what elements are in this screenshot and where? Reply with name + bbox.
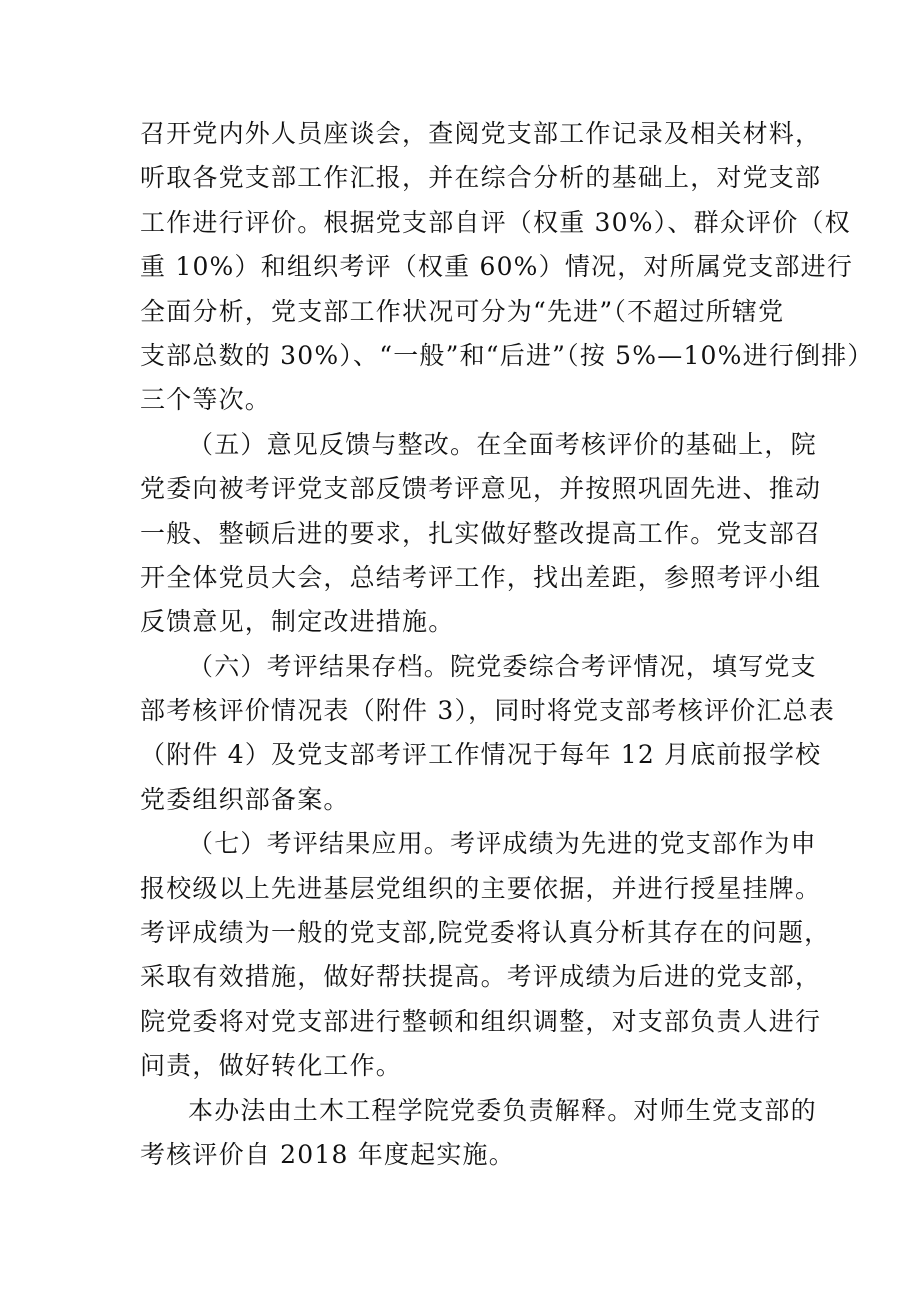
text-line-9: 党委向被考评党支部反馈考评意见，并按照巩固先进、推动: [140, 474, 822, 504]
text-line-7: 三个等次。: [140, 385, 272, 415]
text-line-4: 重 10%）和组织考评（权重 60%）情况，对所属党支部进行: [140, 252, 854, 282]
text-line-3: 工作进行评价。根据党支部自评（权重 30%）、群众评价（权: [140, 207, 851, 237]
text-line-5: 全面分析，党支部工作状况可分为“先进”（不超过所辖党: [140, 296, 785, 326]
section-5-heading-line: （五）意见反馈与整改。在全面考核评价的基础上，院: [188, 429, 817, 459]
text-line-18: 报校级以上先进基层党组织的主要依据，并进行授星挂牌。: [140, 873, 822, 903]
section-7-heading-line: （七）考评结果应用。考评成绩为先进的党支部作为申: [188, 829, 817, 859]
text-line-20: 采取有效措施，做好帮扶提高。考评成绩为后进的党支部，: [140, 962, 822, 992]
text-line-19: 考评成绩为一般的党支部,院党委将认真分析其存在的问题，: [140, 918, 831, 948]
closing-paragraph-line-1: 本办法由土木工程学院党委负责解释。对师生党支部的: [188, 1095, 817, 1125]
text-line-11: 开全体党员大会，总结考评工作，找出差距，参照考评小组: [140, 562, 822, 592]
text-line-22: 问责，做好转化工作。: [140, 1051, 403, 1081]
text-line-21: 院党委将对党支部进行整顿和组织调整，对支部负责人进行: [140, 1006, 822, 1036]
text-line-10: 一般、整顿后进的要求，扎实做好整改提高工作。党支部召: [140, 518, 822, 548]
document-body: [140, 112, 874, 1177]
text-line-6: 支部总数的 30%）、“一般”和“后进”（按 5%—10%进行倒排）: [140, 340, 874, 370]
text-line-12: 反馈意见，制定改进措施。: [140, 607, 455, 637]
text-line-16: 党委组织部备案。: [140, 784, 350, 814]
text-line-2: 听取各党支部工作汇报，并在综合分析的基础上，对党支部: [140, 163, 822, 193]
section-6-heading-line: （六）考评结果存档。院党委综合考评情况，填写党支: [188, 651, 817, 681]
text-line-14: 部考核评价情况表（附件 3），同时将党支部考核评价汇总表: [140, 696, 835, 726]
closing-paragraph-line-2: 考核评价自 2018 年度起实施。: [140, 1139, 515, 1169]
text-line-1: 召开党内外人员座谈会，查阅党支部工作记录及相关材料，: [140, 119, 822, 148]
text-line-15: （附件 4）及党支部考评工作情况于每年 12 月底前报学校: [140, 740, 822, 770]
